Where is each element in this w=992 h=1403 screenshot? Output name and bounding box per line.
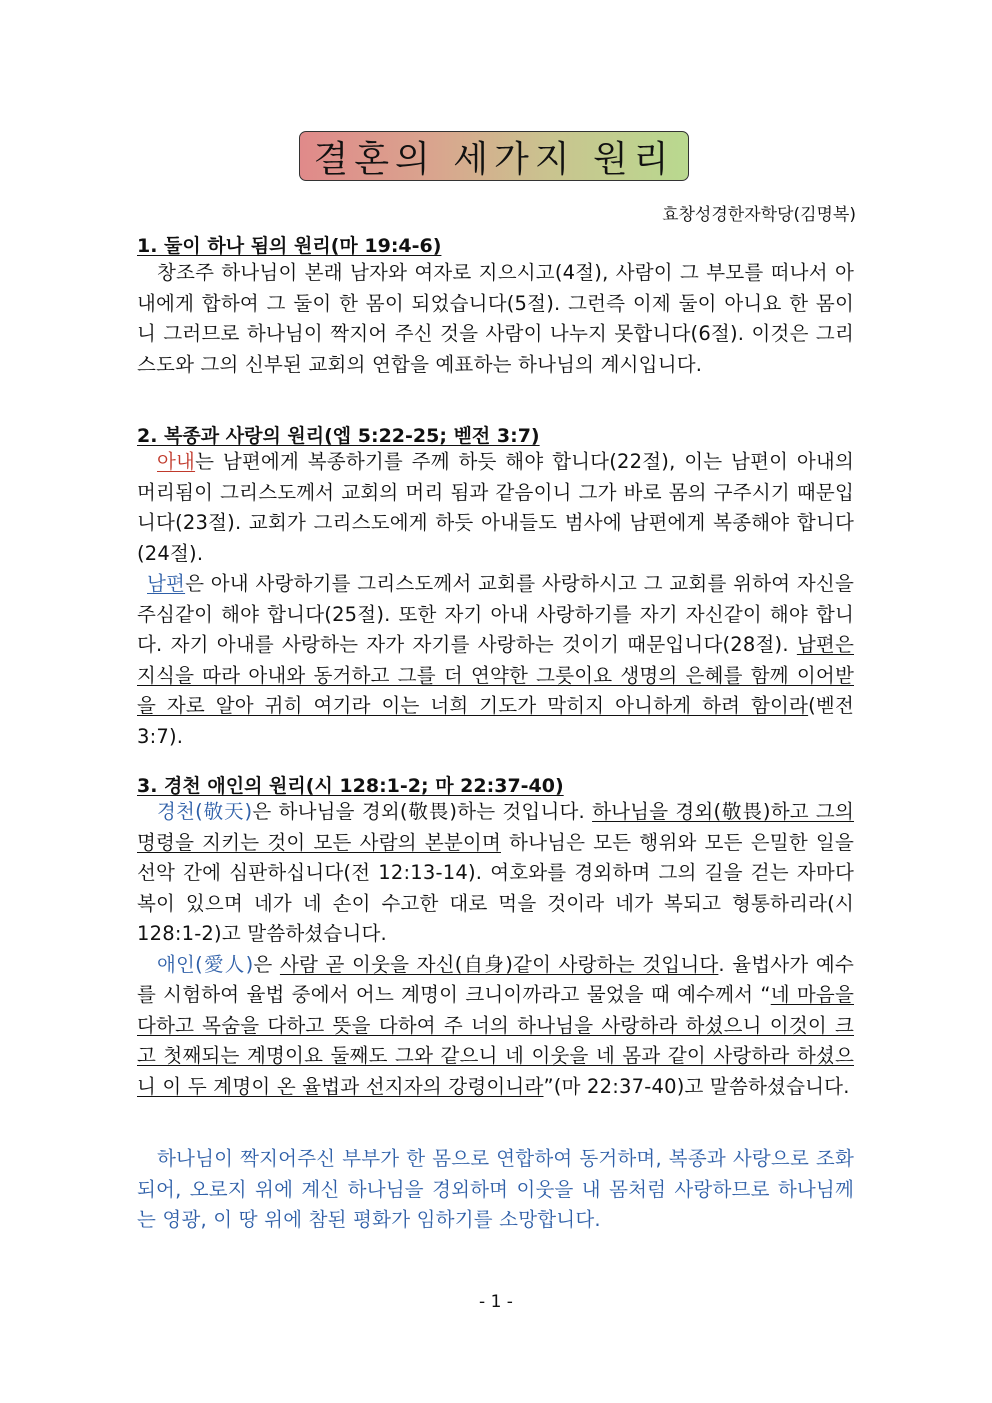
page-number: - 1 - [479,1292,513,1312]
aein-paragraph [137,950,854,1103]
gyeongcheon-paragraph [137,797,854,950]
section-1-text: 창조주 하나님이 본래 남자와 여자로 지으시고(4절), 사람이 그 부모를 떠나서 아내에게 합하여 그 둘이 한 몸이 되었습니다(5절). 그런즉 이제 둘이 아니요 한 몸이니 그러므로 하나님이 짝지어 주신 것을 사람이 나누지 못합니다(6절). 이것은 그리스도와 그의 신부된 교회의 연합을 예표하는 하나님의 계시입니다. [137,261,854,376]
gyeongcheon-quote: 하나님을 경외(敬畏)하고 그의 명령을 지키는 것이 모든 사람의 본분이며 [137,800,855,854]
wife-paragraph [137,447,854,569]
gyeongcheon-keyword: 경천(敬天) [157,800,253,823]
husband-paragraph [137,569,854,752]
title-box [299,131,689,181]
husband-quote: 남편은 지식을 따라 아내와 동거하고 그를 더 연약한 그릇이요 생명의 은혜를 함께 이어받을 자로 알아 귀히 여기라 이는 너희 기도가 막히지 아니하게 하려 함이라 [137,633,854,717]
section-3-heading: 3. 경천 애인의 원리(시 128:1-2; 마 22:37-40) [137,775,564,797]
husband-ref: (벧전 3:7). [137,694,854,748]
section-3-body [137,797,854,1102]
closing-body [137,1144,854,1236]
aein-text-1: 은 [253,952,280,976]
aein-keyword: 애인(愛人) [157,952,254,976]
aein-quote-2: 네 마음을 다하고 목숨을 다하고 뜻을 다하여 주 너의 하나님을 사랑하라 하셨으니 이것이 크고 첫째되는 계명이요 둘째도 그와 같으니 네 이웃을 네 몸과 같이 사랑하라 하셨으니 이 두 계명이 온 율법과 선지자의 강령이니라 [137,983,854,1098]
section-2-heading: 2. 복종과 사랑의 원리(엡 5:22-25; 벧전 3:7) [137,425,540,447]
page-title: 결혼의 세가지 원리 [313,138,675,180]
aein-quote-1: 사람 곧 이웃을 자신(自身)같이 사랑하는 것입니다 [279,952,719,976]
aein-text-2: . 율법사가 예수를 시험하여 율법 중에서 어느 계명이 크니이까라고 물었을 때 예수께서 “ [137,952,855,1006]
section-1-body [137,258,854,380]
aein-text-3: ”(마 22:37-40)고 말씀하셨습니다. [543,1074,850,1098]
gyeongcheon-text-2: 하나님은 모든 행위와 모든 은밀한 일을 선악 간에 심판하십니다(전 12:13-14). 여호와를 경외하며 그의 길을 걷는 자마다 복이 있으며 네가 네 손이 수고한 대로 먹을 것이라 네가 복되고 형통하리라(시 128:1-2)고 말씀하셨습니다. [137,830,854,945]
section-1-heading: 1. 둘이 하나 됨의 원리(마 19:4-6) [137,235,442,257]
wife-text: 는 남편에게 복종하기를 주께 하듯 해야 합니다(22절), 이는 남편이 아내의 머리됨이 그리스도께서 교회의 머리 됨과 같음이니 그가 바로 몸의 구주시기 때문입니다(23절). 교회가 그리스도에게 하듯 아내들도 범사에 남편에게 복종해야 합니다(24절). [137,450,854,565]
closing-paragraph: 하나님이 짝지어주신 부부가 한 몸으로 연합하여 동거하며, 복종과 사랑으로 조화되어, 오로지 위에 계신 하나님을 경외하며 이웃을 내 몸처럼 사랑하므로 하나님께는 영광, 이 땅 위에 참된 평화가 임하기를 소망합니다. [137,1147,854,1231]
author-line: 효창성경한자학당(김명복) [662,205,856,225]
section-2-body [137,447,854,752]
wife-keyword: 아내 [157,450,196,473]
gyeongcheon-text-1: 은 하나님을 경외(敬畏)하는 것입니다. [252,800,593,823]
husband-text: 은 아내 사랑하기를 그리스도께서 교회를 사랑하시고 그 교회를 위하여 자신을 주심같이 해야 합니다(25절). 또한 자기 아내 사랑하기를 자기 자신같이 해야 합니다. 자기 아내를 사랑하는 자가 자기를 사랑하는 것이기 때문입니다(28절). [137,572,854,656]
husband-keyword: 남편 [147,572,186,595]
